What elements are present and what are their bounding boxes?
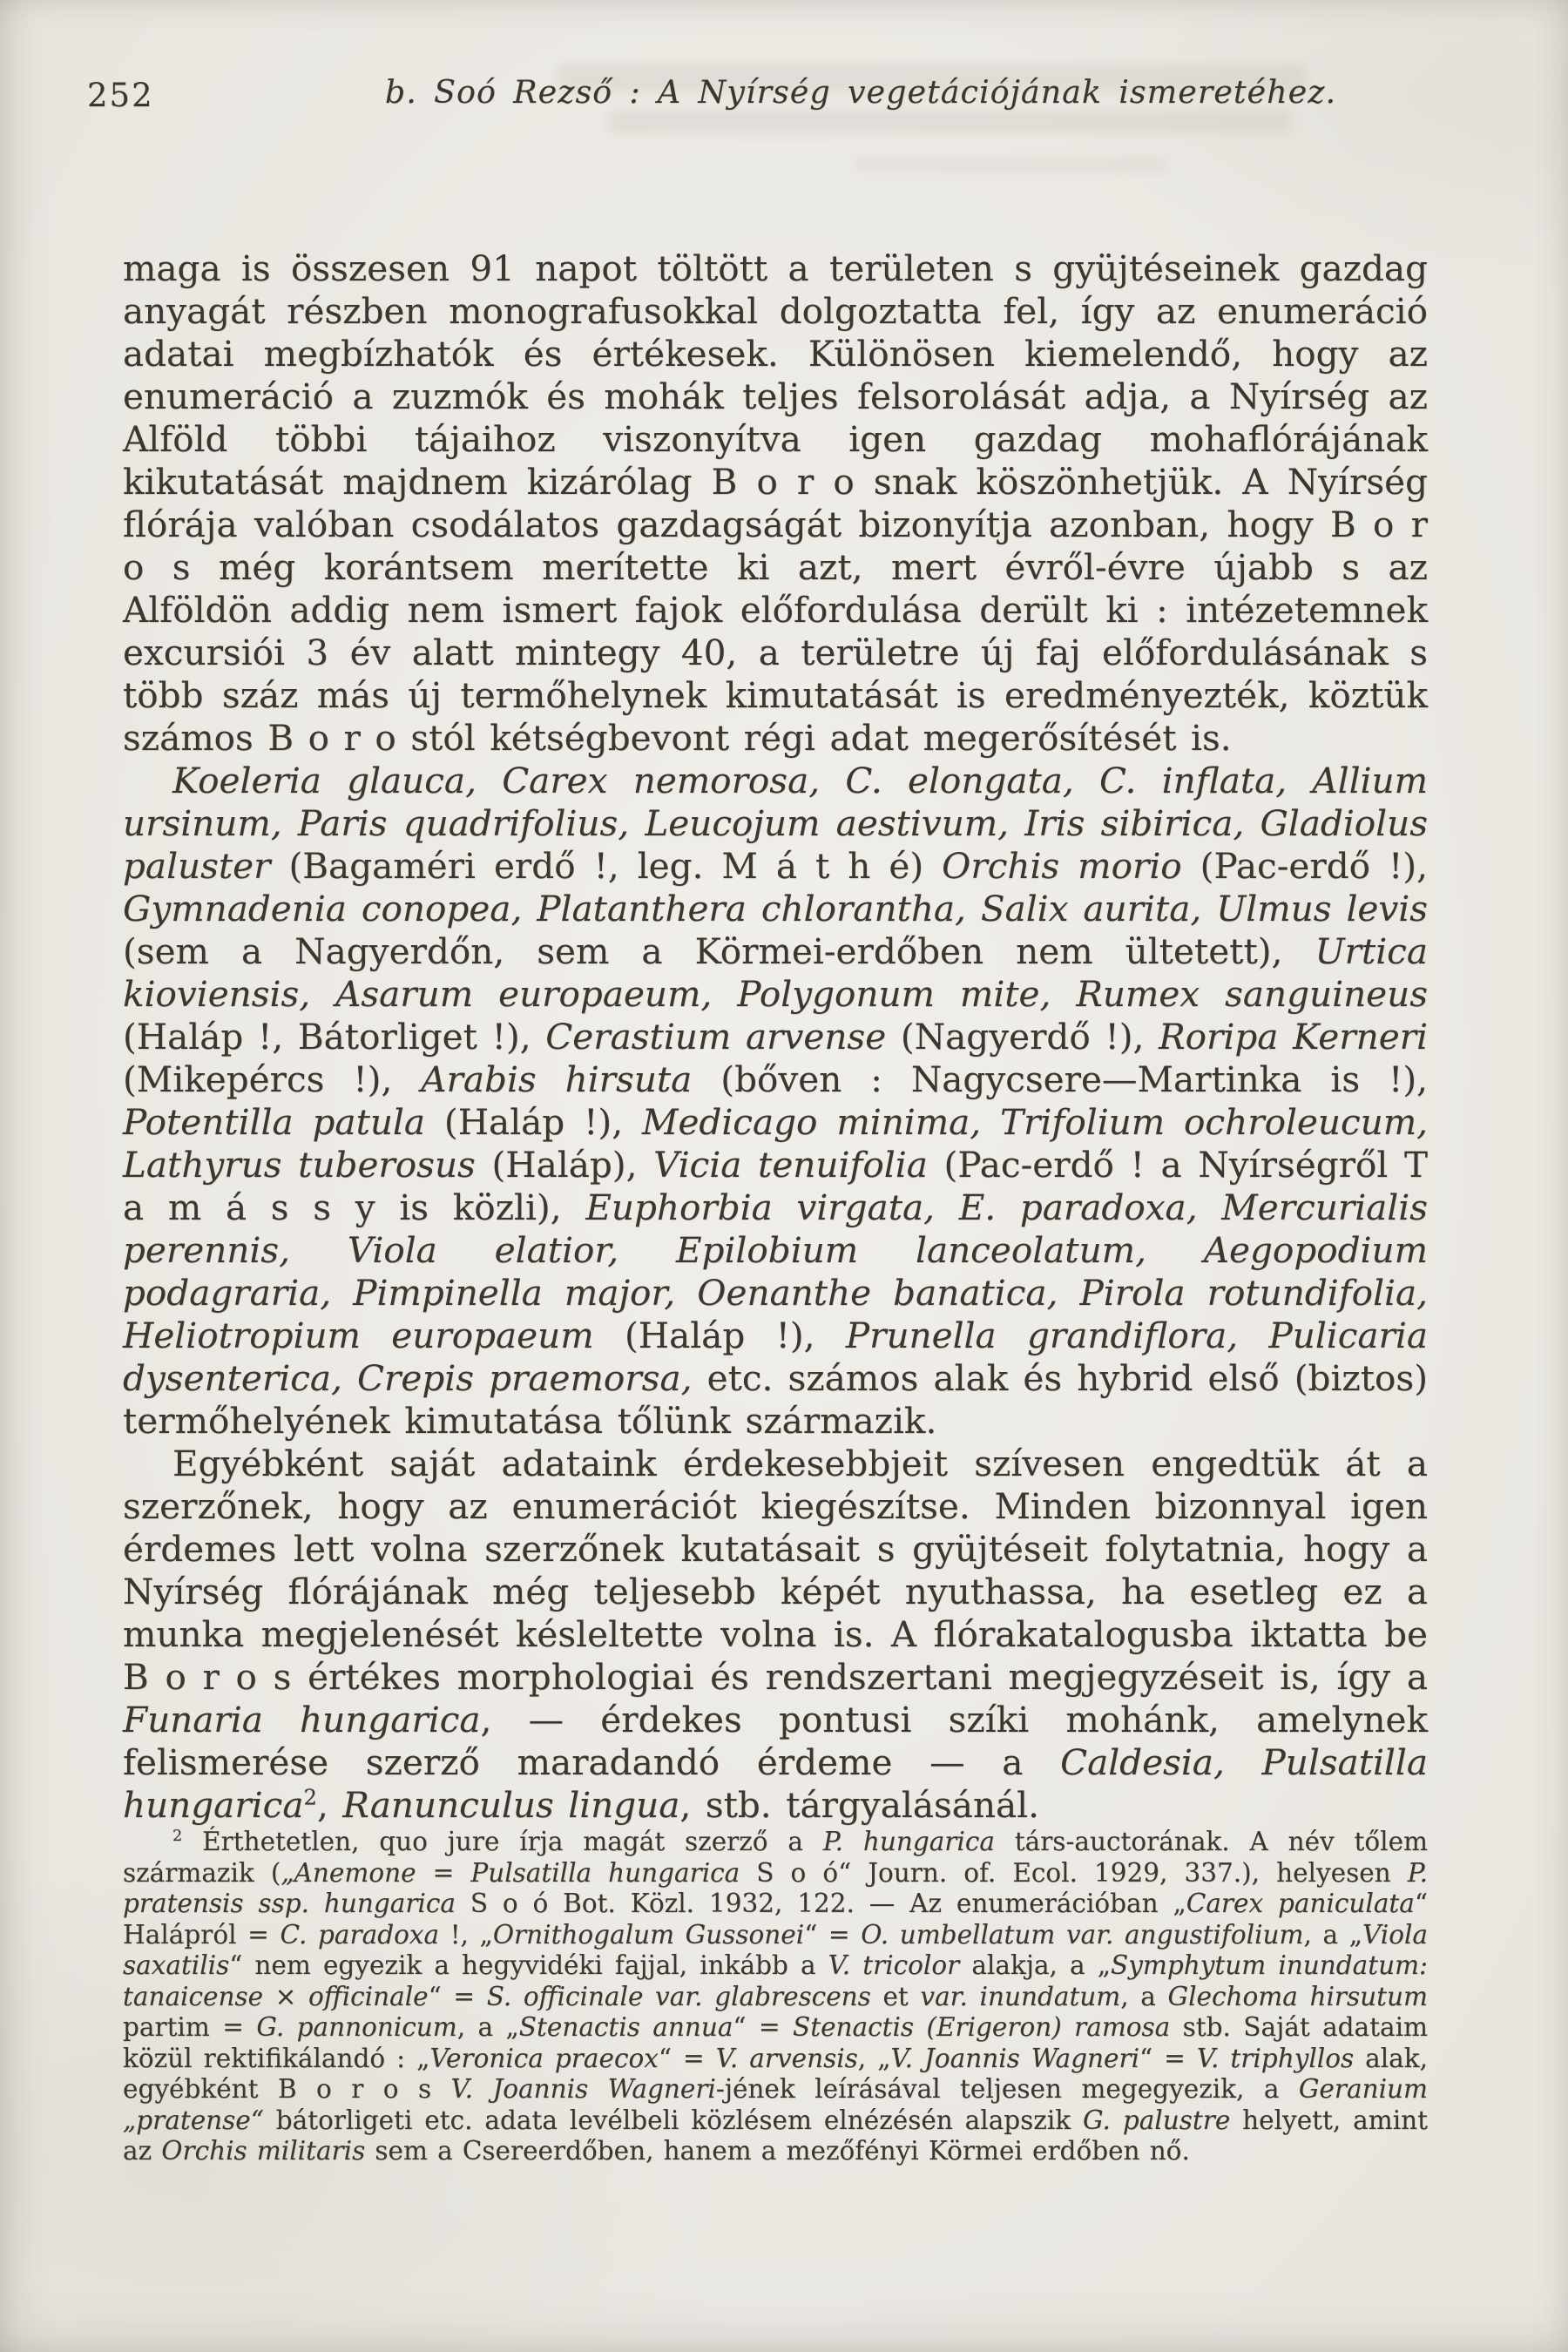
running-header: b. Soó Rezső : A Nyírség vegetációjának ismeretéhez. (384, 73, 1337, 111)
footnote: $^2$ Érthetetlen, quo jure írja magát szerző a P. hungarica társ-auctorának. A név tőlem származik („Anemone = Pulsatilla hungarica S o ó“ Journ. of. Ecol. 1929, 337.), helyesen P. pratensis ssp. hungarica S o ó Bot. Közl. 1932, 122. — Az enumerációban „Carex paniculata“ Halápról = C. paradoxa !, „Ornithogalum Gussonei“ = O. umbellatum var. angustifolium, a „Viola saxatilis“ nem egyezik a hegyvidéki fajjal, inkább a V. tricolor alakja, a „Symphytum inundatum: tanaicense × officinale“ = S. officinale var. glabrescens et var. inundatum, a Glechoma hirsutum partim = G. pannonicum, a „Stenactis annua“ = Stenactis (Erigeron) ramosa stb. Saját adataim közül rektifikálandó : „Veronica praecox“ = V. arvensis, „V. Joannis Wagneri“ = V. triphyllos alak, egyébként B o r o s V. Joannis Wagneri-jének leírásával teljesen megegyezik, a Geranium „pratense“ bátorligeti etc. adata levélbeli közlésem elnézésén alapszik G. palustre helyett, amint az Orchis militaris sem a Csereerdőben, hanem a mezőfényi Körmei erdőben nő. (123, 1827, 1429, 2166)
page-header (87, 73, 1429, 118)
ink-bleed-through (854, 157, 1167, 172)
body-paragraph-3: Egyébként saját adataink érdekesebbjeit szívesen engedtük át a szerzőnek, hogy az enumerációt kiegészítse. Minden bizonnyal igen érdemes lett volna szerzőnek kutatásait s gyüjtéseit folytatnia, hogy a Nyírség flórájának még teljesebb képét nyuthassa, ha esetleg ez a munka megjelenését késleltette volna is. A flórakatalogusba iktatta be B o r o s értékes morphologiai és rendszertani megjegyzéseit is, így a Funaria hungarica, — érdekes pontusi szíki mohánk, amelynek felismerése szerző maradandó érdeme — a Caldesia, Pulsatilla hungarica$^2$, Ranunculus lingua, stb. tárgyalásánál. (123, 1443, 1429, 1826)
body-text (123, 247, 1428, 2167)
page-number: 252 (87, 77, 154, 114)
body-paragraph-2-species-list: Koeleria glauca, Carex nemorosa, C. elongata, C. inflata, Allium ursinum, Paris quadrifolius, Leucojum aestivum, Iris sibirica, Gladiolus paluster (Bagaméri erdő !, leg. M á t h é) Orchis morio (Pac-erdő !), Gymnadenia conopea, Platanthera chlorantha, Salix aurita, Ulmus levis (sem a Nagyerdőn, sem a Körmei-erdőben nem ültetett), Urtica kioviensis, Asarum europaeum, Polygonum mite, Rumex sanguineus (Haláp !, Bátorliget !), Cerastium arvense (Nagyerdő !), Roripa Kerneri (Mikepércs !), Arabis hirsuta (bőven : Nagycsere—Martinka is !), Potentilla patula (Haláp !), Medicago minima, Trifolium ochroleucum, Lathyrus tuberosus (Haláp), Vicia tenuifolia (Pac-erdő ! a Nyírségről T a m á s s y is közli), Euphorbia virgata, E. paradoxa, Mercurialis perennis, Viola elatior, Epilobium lanceolatum, Aegopodium podagraria, Pimpinella major, Oenanthe banatica, Pirola rotundifolia, Heliotropium europaeum (Haláp !), Prunella grandiflora, Pulicaria dysenterica, Crepis praemorsa, etc. számos alak és hybrid első (biztos) termőhelyének kimutatása tőlünk származik. (123, 760, 1429, 1442)
body-paragraph-1: maga is összesen 91 napot töltött a területen s gyüjtéseinek gazdag anyagát részben monografusokkal dolgoztatta fel, így az enumeráció adatai megbízhatók és értékesek. Különösen kiemelendő, hogy az enumeráció a zuzmók és mohák teljes felsorolását adja, a Nyírség az Alföld többi tájaihoz viszonyítva igen gazdag mohaflórájának kikutatását majdnem kizárólag B o r o snak köszönhetjük. A Nyírség flórája valóban csodálatos gazdagságát bizonyítja azonban, hogy B o r o s még korántsem merítette ki azt, mert évről-évre újabb s az Alföldön addig nem ismert fajok előfordulása derült ki : intézetemnek excursiói 3 év alatt mintegy 40, a területre új faj előfordulásának s több száz más új termőhelynek kimutatását is eredményezték, köztük számos B o r o stól kétségbevont régi adat megerősítését is. (123, 247, 1428, 759)
